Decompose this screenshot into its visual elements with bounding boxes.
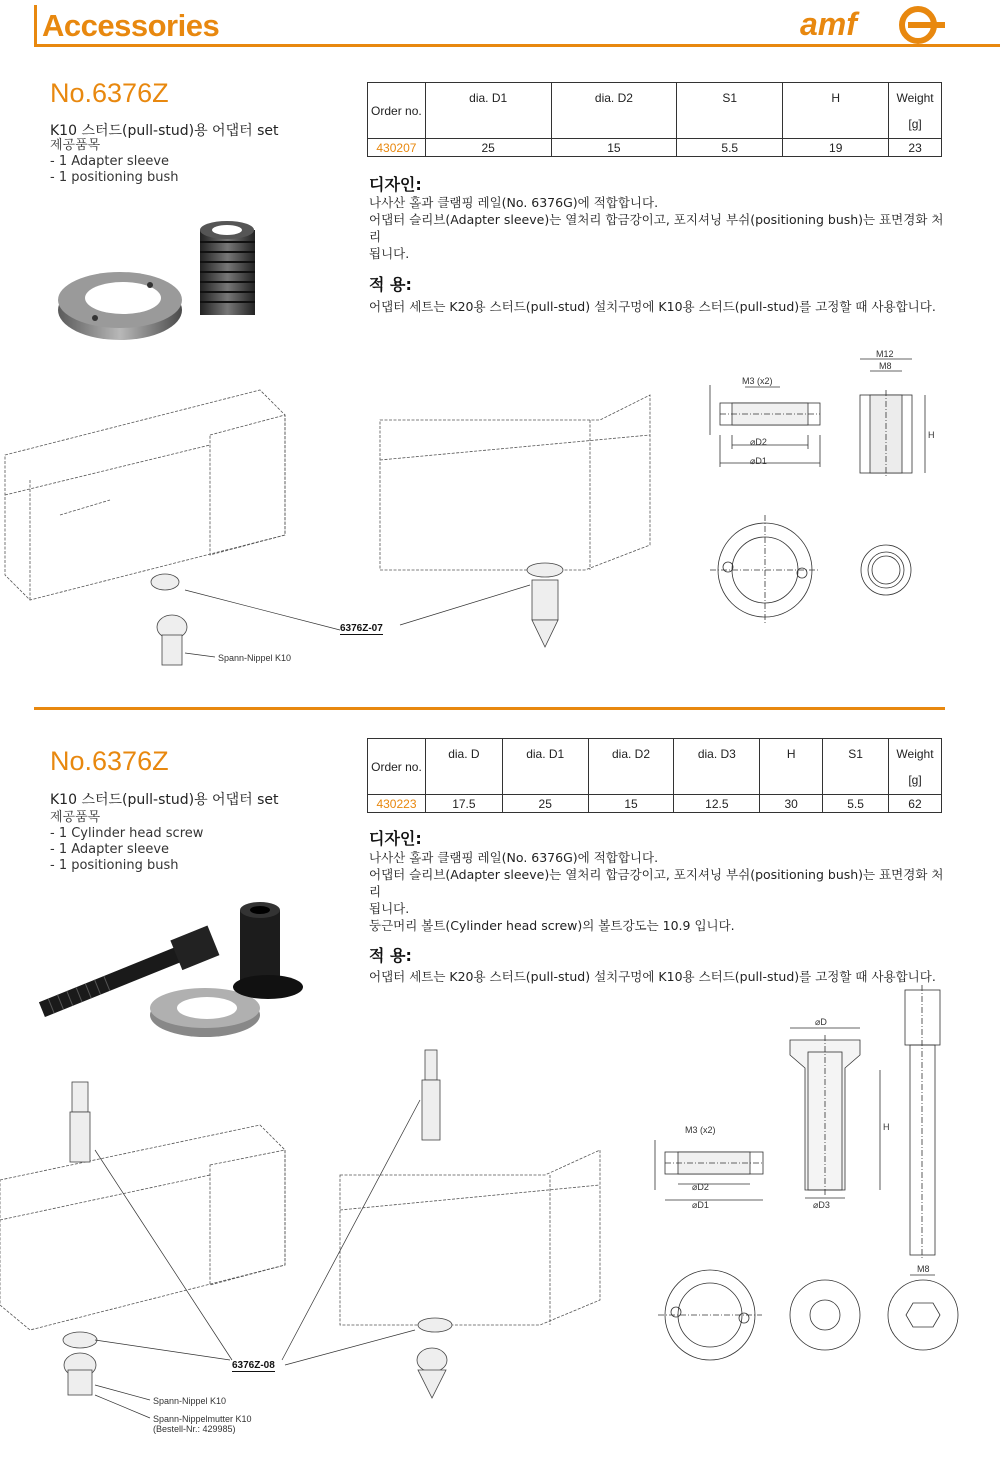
col-order-no: Order no. (368, 739, 426, 795)
svg-text:⌀D2: ⌀D2 (692, 1182, 709, 1192)
col-h: H (760, 739, 823, 795)
col-d1: dia. D1 (502, 739, 588, 795)
col-d2: dia. D2 (551, 83, 677, 139)
amf-logo (800, 5, 945, 45)
scope-label: 제공품목 (50, 810, 101, 825)
product2-subtitle: K10 스터드(pull-stud)용 어댑터 set (50, 792, 279, 808)
col-weight: Weight [g] (889, 83, 942, 139)
product2-scope (50, 810, 203, 874)
table-cell: 25 (425, 139, 551, 157)
product2-design-title: 디자인: (369, 829, 422, 848)
header-accent-bar (34, 5, 37, 45)
col-h: H (783, 83, 889, 139)
col-s1: S1 (823, 739, 889, 795)
list-item: - 1 Adapter sleeve (50, 842, 170, 857)
svg-text:⌀D3: ⌀D3 (813, 1200, 830, 1210)
col-s1: S1 (677, 83, 783, 139)
product1-usage-text: 어댑터 세트는 K20용 스터드(pull-stud) 설치구멍에 K10용 스터드(pull-stud)를 고정할 때 사용합니다. (369, 299, 936, 314)
svg-text:H: H (883, 1122, 890, 1132)
col-weight: Weight [g] (888, 739, 941, 795)
col-d2: dia. D2 (588, 739, 674, 795)
product2-tech-drawing (630, 980, 990, 1360)
product2-callout: 6376Z-08 (232, 1360, 275, 1371)
svg-text:M3 (x2): M3 (x2) (685, 1125, 716, 1135)
table-cell: 19 (783, 139, 889, 157)
product2-nipple-label: Spann-Nippel K10 (153, 1396, 227, 1406)
order-cell: 430207 (368, 139, 426, 157)
product1-usage-title: 적 용: (369, 275, 412, 294)
svg-text:M3 (x2): M3 (x2) (742, 376, 773, 386)
product1-scope (50, 138, 178, 186)
product2-nut-label: Spann-Nippelmutter K10 (Bestell-Nr.: 429985) (153, 1414, 252, 1434)
svg-text:M8: M8 (917, 1264, 930, 1274)
svg-text:H: H (928, 430, 935, 440)
col-d: dia. D (425, 739, 502, 795)
list-item: - 1 positioning bush (50, 170, 179, 185)
product1-photo (55, 210, 295, 350)
svg-text:M8: M8 (879, 361, 892, 371)
list-item: - 1 positioning bush (50, 858, 179, 873)
table-cell: 17.5 (425, 795, 502, 813)
product2-number: No.6376Z (50, 746, 169, 776)
col-d3: dia. D3 (674, 739, 760, 795)
list-item: - 1 Cylinder head screw (50, 826, 204, 841)
product1-number: No.6376Z (50, 78, 169, 108)
col-d1: dia. D1 (425, 83, 551, 139)
col-order-no: Order no. (368, 83, 426, 139)
svg-text:⌀D1: ⌀D1 (750, 456, 767, 466)
list-item: - 1 Adapter sleeve (50, 154, 170, 169)
table-cell: 30 (760, 795, 823, 813)
section-divider (34, 707, 945, 710)
product2-usage-title: 적 용: (369, 946, 412, 965)
svg-text:M12: M12 (876, 349, 894, 359)
page-title: Accessories (42, 8, 220, 43)
product1-spec-table (367, 82, 942, 157)
product2-photo (25, 890, 305, 1040)
table-cell: 23 (889, 139, 942, 157)
product1-subtitle: K10 스터드(pull-stud)용 어댑터 set (50, 123, 279, 139)
product2-spec-table (367, 738, 942, 813)
product1-callout: 6376Z-07 (340, 623, 383, 634)
table-cell: 12.5 (674, 795, 760, 813)
product1-tech-drawing (680, 345, 950, 615)
table-cell: 25 (502, 795, 588, 813)
table-cell: 15 (551, 139, 677, 157)
table-cell: 62 (888, 795, 941, 813)
table-cell: 5.5 (823, 795, 889, 813)
product2-usage-text: 어댑터 세트는 K20용 스터드(pull-stud) 설치구멍에 K10용 스터드(pull-stud)를 고정할 때 사용합니다. (369, 969, 936, 984)
product1-nipple-label: Spann-Nippel K10 (218, 653, 292, 663)
svg-text:⌀D2: ⌀D2 (750, 437, 767, 447)
svg-text:amf: amf (800, 6, 857, 42)
svg-text:⌀D: ⌀D (815, 1017, 827, 1027)
product1-design-text: 나사산 홀과 클램핑 레일(No. 6376G)에 적합합니다. 어댑터 슬리브(Adapter sleeve)는 열처리 합금강이고, 포지셔닝 부쉬(positioning bush)는 표면경화 처리 됩니다. (369, 195, 944, 261)
order-cell: 430223 (368, 795, 426, 813)
product2-rail-sketch (0, 1040, 620, 1420)
scope-label: 제공품목 (50, 138, 101, 153)
table-cell: 15 (588, 795, 674, 813)
product2-design-text: 나사산 홀과 클램핑 레일(No. 6376G)에 적합합니다. 어댑터 슬리브(Adapter sleeve)는 열처리 합금강이고, 포지셔닝 부쉬(positioning bush)는 표면경화 처리 됩니다. 둥근머리 볼트(Cylinder head screw)의 볼트강도는 10.9 입니다. (369, 850, 944, 933)
table-cell: 5.5 (677, 139, 783, 157)
product1-design-title: 디자인: (369, 175, 422, 194)
svg-text:⌀D1: ⌀D1 (692, 1200, 709, 1210)
